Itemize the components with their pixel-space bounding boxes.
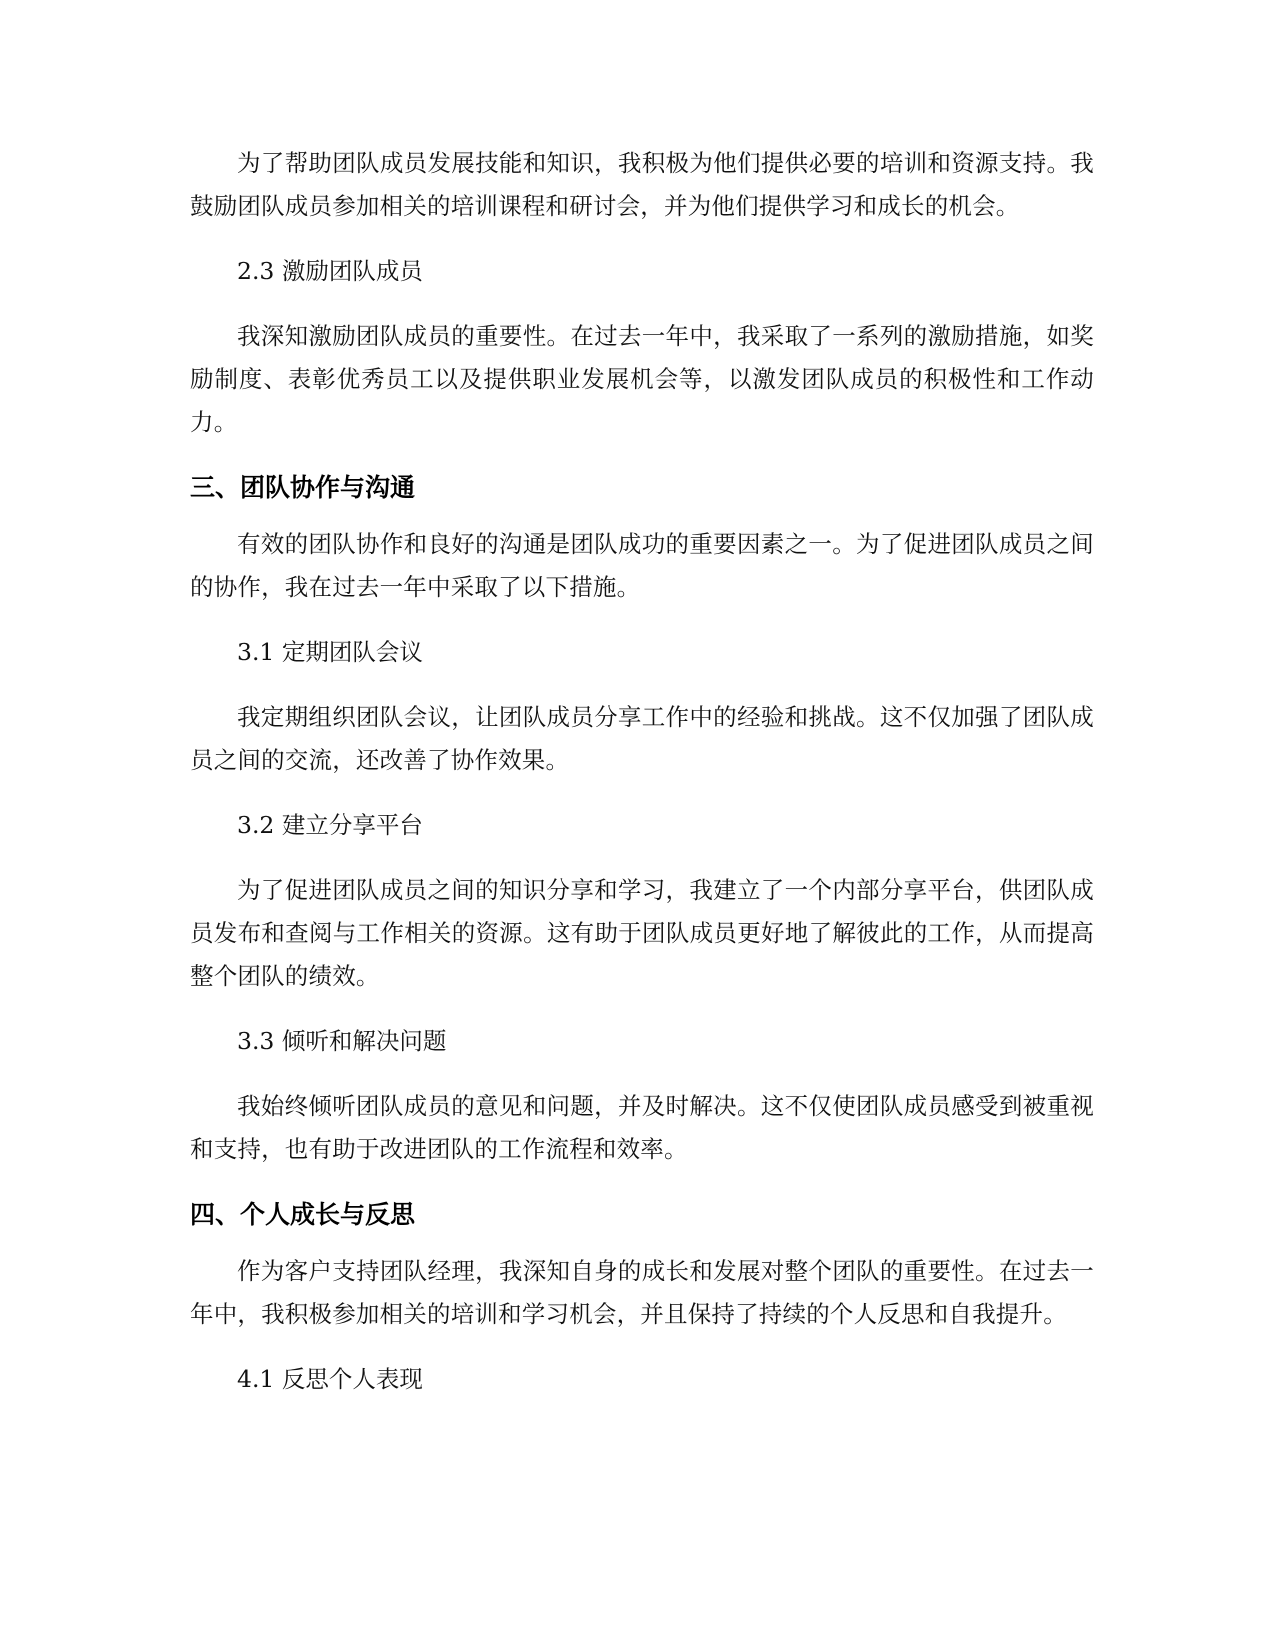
subheading-3-1: 3.1 定期团队会议 [237,638,423,666]
document-page [190,142,1094,1423]
section-heading-4: 四、个人成长与反思 [190,1200,416,1229]
paragraph-motivation: 我深知激励团队成员的重要性。在过去一年中，我采取了一系列的激励措施，如奖励制度、表彰优秀员工以及提供职业发展机会等，以激发团队成员的积极性和工作动力。 [190,322,1094,436]
subheading-3-2: 3.2 建立分享平台 [237,811,423,839]
section-heading-3: 三、团队协作与沟通 [190,473,416,502]
paragraph-personal-growth: 作为客户支持团队经理，我深知自身的成长和发展对整个团队的重要性。在过去一年中，我积极参加相关的培训和学习机会，并且保持了持续的个人反思和自我提升。 [190,1257,1094,1328]
subheading-3-3: 3.3 倾听和解决问题 [237,1027,447,1055]
subheading-4-1: 4.1 反思个人表现 [237,1365,423,1393]
paragraph-collaboration-intro: 有效的团队协作和良好的沟通是团队成功的重要因素之一。为了促进团队成员之间的协作，我在过去一年中采取了以下措施。 [190,530,1094,601]
paragraph-sharing-platform: 为了促进团队成员之间的知识分享和学习，我建立了一个内部分享平台，供团队成员发布和查阅与工作相关的资源。这有助于团队成员更好地了解彼此的工作，从而提高整个团队的绩效。 [190,876,1094,990]
paragraph-team-meetings: 我定期组织团队会议，让团队成员分享工作中的经验和挑战。这不仅加强了团队成员之间的交流，还改善了协作效果。 [190,703,1094,774]
paragraph-listening: 我始终倾听团队成员的意见和问题，并及时解决。这不仅使团队成员感受到被重视和支持，也有助于改进团队的工作流程和效率。 [190,1092,1094,1163]
subheading-2-3: 2.3 激励团队成员 [237,257,423,285]
paragraph-training-support: 为了帮助团队成员发展技能和知识，我积极为他们提供必要的培训和资源支持。我鼓励团队成员参加相关的培训课程和研讨会，并为他们提供学习和成长的机会。 [190,149,1094,220]
